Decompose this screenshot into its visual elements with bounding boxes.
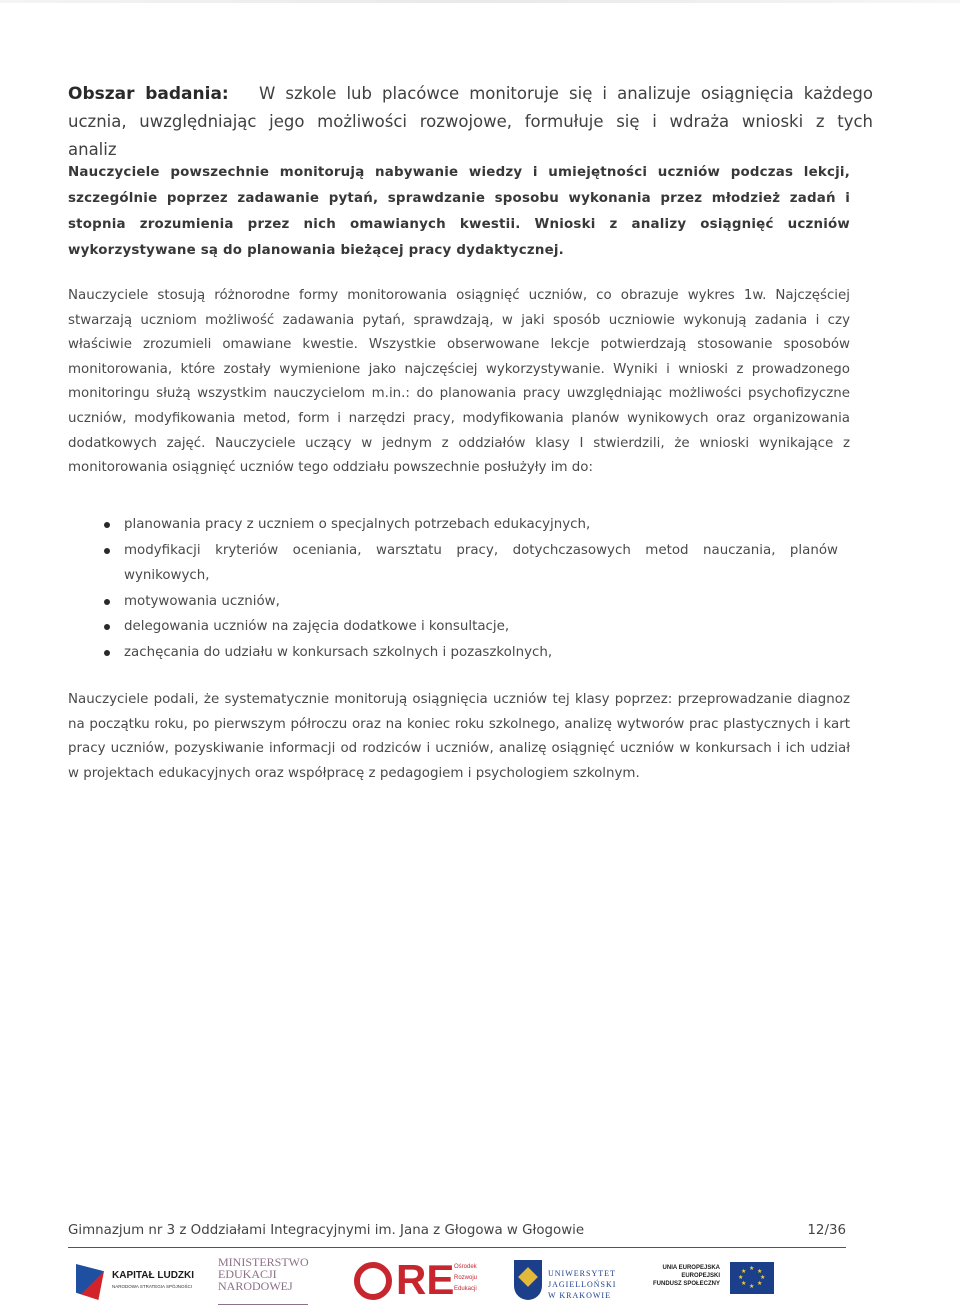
ore-line-1: Ośrodek <box>454 1264 477 1270</box>
kapital-ludzki-logo <box>76 1256 206 1312</box>
list-item: motywowania uczniów, <box>104 589 838 615</box>
ministry-underline <box>218 1304 308 1305</box>
sponsor-logos <box>68 1256 858 1312</box>
ore-letters: RE <box>396 1256 455 1303</box>
body-paragraph: Nauczyciele stosują różnorodne formy monitorowania osiągnięć uczniów, co obrazuje wykres 1w. Najczęściej stwarzają uczniom możliwość zadawania pytań, sprawdzają, w jaki sposób uczniowie wykonują zadania i czy właściwie zrozumieli omawiane kwestie. Wszystkie obserwowane lekcje potwierdzają stosowanie sposobów monitorowania, które zostały wymienione jako najczęściej wykorzystywanie. Wyniki i wnioski z prowadzonego monitoringu służą wszystkim nauczycielom m.in.: do planowania pracy uwzględniając możliwości psychofizyczne uczniów, modyfikowania metod, form i narzędzi pracy, modyfikowania planów wynikowych oraz organizowania dodatkowych zajęć. Nauczyciele uczący w jednym z oddziałów klasy I stwierdzili, że wnioski wynikające z monitorowania osiągnięć uczniów tego oddziału powszechnie posłużyły im do: <box>68 288 850 476</box>
eu-text <box>648 1264 720 1288</box>
scan-edge <box>0 0 960 3</box>
ore-circle-icon <box>354 1262 392 1300</box>
uj-logo <box>514 1256 644 1312</box>
bullet-list <box>104 512 838 666</box>
ministry-line-1: MINISTERSTWO <box>218 1255 309 1269</box>
closing-paragraph: Nauczyciele podali, że systematycznie monitorują osiągnięcia uczniów tej klasy poprzez: przeprowadzanie diagnoz na początku roku, po pierwszym półroczu oraz na koniec roku szkolnego, analizę wytworów prac plastycznych i kart pracy uczniów, pozyskiwanie informacji od rodziców i uczniów, analizę osiągnięć uczniów w konkursach i ich udział w projektach edukacyjnych oraz współpracę z pedagogiem i psychologiem szkolnym. <box>68 692 850 781</box>
list-item: planowania pracy z uczniem o specjalnych potrzebach edukacyjnych, <box>104 512 838 538</box>
ore-line-2: Rozwoju <box>454 1275 478 1281</box>
kapital-ludzki-flag-icon <box>76 1264 104 1300</box>
summary-paragraph: Nauczyciele powszechnie monitorują nabywanie wiedzy i umiejętności uczniów podczas lekcji, szczególnie poprzez zadawanie pytań, sprawdzanie sposobu wykonania przez młodzież zadań i stopnia zrozumienia przez nich omawianych kwestii. Wnioski z analizy osiągnięć uczniów wykorzystywane są do planowania bieżącej pracy dydaktycznej. <box>68 165 850 258</box>
uj-name <box>548 1268 616 1301</box>
kapital-ludzki-subtitle: NARODOWA STRATEGIA SPÓJNOŚCI <box>112 1284 193 1289</box>
research-area-description: W szkole lub placówce monitoruje się i analizuje osiągnięcia każdego ucznia, uwzględniając jego możliwości rozwojowe, formułuje się i wdraża wnioski z tych analiz <box>68 84 873 159</box>
research-area-label: Obszar badania: <box>68 84 229 104</box>
ministry-logo <box>218 1256 328 1312</box>
uj-crest-icon <box>514 1260 542 1300</box>
ministry-line-3: NARODOWEJ <box>218 1279 293 1293</box>
ore-name <box>454 1262 477 1295</box>
eu-line-1: UNIA EUROPEJSKA <box>662 1265 720 1271</box>
list-item: delegowania uczniów na zajęcia dodatkowe i konsultacje, <box>104 614 838 640</box>
eu-line-2: EUROPEJSKI <box>681 1273 720 1279</box>
research-area-text <box>68 80 873 164</box>
research-area <box>68 80 873 164</box>
list-item: modyfikacji kryteriów oceniania, warsztatu pracy, dotychczasowych metod nauczania, planów wynikowych, <box>104 538 838 589</box>
ore-line-3: Edukacji <box>454 1286 477 1292</box>
page-footer <box>68 1219 846 1248</box>
eu-line-3: FUNDUSZ SPOŁECZNY <box>652 1281 720 1287</box>
ministry-line-2: EDUKACJI <box>218 1267 277 1281</box>
page-number: 12/36 <box>807 1223 846 1238</box>
ore-logo <box>354 1256 484 1312</box>
eu-logo <box>648 1256 788 1312</box>
uj-line-2: JAGIELLOŃSKI <box>548 1280 617 1289</box>
list-item: zachęcania do udziału w konkursach szkolnych i pozaszkolnych, <box>104 640 838 666</box>
eu-flag-icon: ★ ★ ★ ★ ★ ★ ★ ★ <box>730 1262 774 1294</box>
uj-line-1: UNIWERSYTET <box>548 1269 616 1278</box>
uj-line-3: W KRAKOWIE <box>548 1291 611 1300</box>
kapital-ludzki-title: KAPITAŁ LUDZKI <box>112 1270 195 1281</box>
school-name: Gimnazjum nr 3 z Oddziałami Integracyjnymi im. Jana z Głogowa w Głogowie <box>68 1223 585 1238</box>
